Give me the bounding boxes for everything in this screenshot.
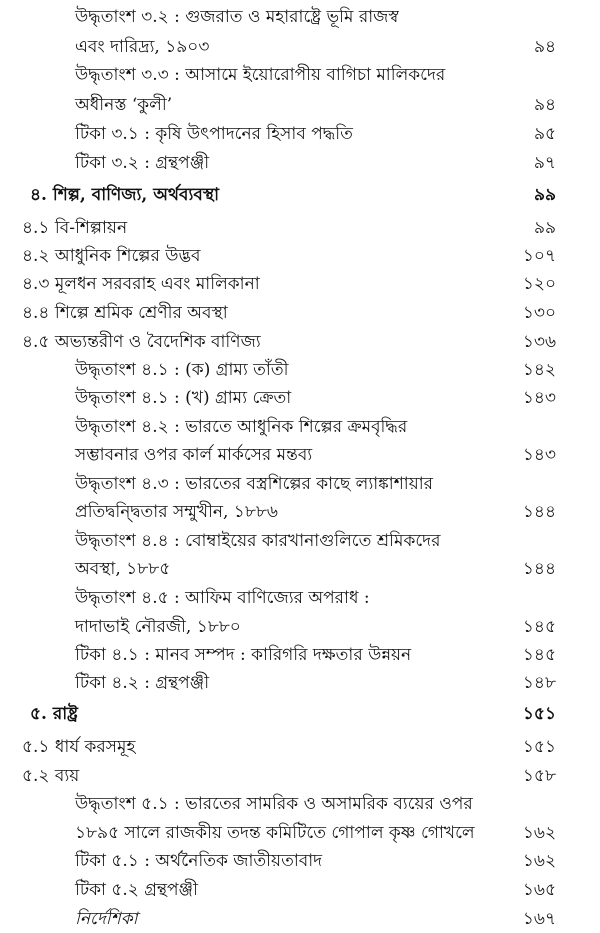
toc-entry-page: ১৬২ [522,823,556,843]
toc-entry-page: ১৫১ [522,704,556,724]
toc-entry-title: ৪.২ আধুনিক শিল্পের উদ্ভব [22,246,201,266]
toc-entry-page: ১৪৮ [522,673,556,693]
toc-entry-page: ৯৫ [533,124,556,144]
toc-entry [0,149,600,177]
toc-entry-page: ১৬৭ [522,909,556,929]
toc-entry [0,527,600,555]
toc-entry [0,270,600,298]
toc-entry [0,299,600,327]
toc-entry [0,413,600,441]
toc-entry-page: ৯৯ [533,218,556,238]
toc-entry-title: ৫.২ ব্যয় [22,766,80,786]
toc-entry-page: ১৪৫ [522,645,556,665]
toc-entry-page: ১৬৫ [522,880,556,900]
toc-entry-title: ৫. রাষ্ট্র [30,704,78,724]
toc-entry-page: ১৫৮ [522,766,556,786]
toc-entry [0,584,600,612]
toc-entry [0,669,600,697]
toc-entry [0,470,600,498]
toc-entry [0,876,600,904]
toc-entry [0,555,600,583]
toc-entry-title: টিকা ৩.২ : গ্রন্থপঞ্জী [75,153,210,173]
toc-entry [0,356,600,384]
toc-entry-title: দাদাভাই নৌরজী, ১৮৮০ [75,617,241,637]
toc-entry-title: ৫.১ ধার্য করসমূহ [22,737,136,757]
toc-entry [0,819,600,847]
toc-entry-page: ৯৪ [533,37,556,57]
toc-entry-page: ১৪৫ [522,617,556,637]
toc-entry-page: ১৩৬ [522,332,556,352]
toc-entry-title: ৪.৪ শিল্পে শ্রমিক শ্রেণীর অবস্থা [22,303,228,323]
toc-entry-title: ৪.৫ অভ্যন্তরীণ ও বৈদেশিক বাণিজ্য [22,332,261,352]
toc-entry-title: ৪. শিল্প, বাণিজ্য, অর্থব্যবস্থা [30,185,220,205]
toc-entry-title: উদ্ধৃতাংশ ৩.৩ : আসামে ইয়োরোপীয় বাগিচা মালিকদের [75,65,446,85]
toc-entry [0,384,600,412]
toc-entry-title: উদ্ধৃতাংশ ৪.১ : (খ) গ্রাম্য ক্রেতা [75,388,292,408]
toc-entry-title: এবং দারিদ্র্য, ১৯০৩ [75,37,210,57]
toc-entry-title: ৪.১ বি-শিল্পায়ন [22,218,128,238]
toc-entry-title: উদ্ধৃতাংশ ৪.২ : ভারতে আধুনিক শিল্পের ক্রমবৃদ্ধির [75,417,408,437]
toc-entry-page: ৯৭ [533,153,556,173]
toc-entry-title: টিকা ৩.১ : কৃষি উৎপাদনের হিসাব পদ্ধতি [75,124,353,144]
toc-entry-title: উদ্ধৃতাংশ ৫.১ : ভারতের সামরিক ও অসামরিক ব্যয়ের ওপর [75,794,473,814]
toc-entry-page: ৯৪ [533,95,556,115]
toc-entry [0,61,600,89]
toc-entry-title: টিকা ৫.২ গ্রন্থপঞ্জী [75,880,198,900]
toc-entry [0,613,600,641]
toc-entry-title: উদ্ধৃতাংশ ৪.৩ : ভারতের বস্ত্রশিল্পের কাছে ল্যাঙ্কাশায়ার [75,474,434,494]
toc-entry-title: নির্দেশিকা [75,909,138,929]
toc-entry-title: ১৮৯৫ সালে রাজকীয় তদন্ত কমিটিতে গোপাল কৃষ্ণ গোখলে [75,823,475,843]
toc-entry [0,762,600,790]
toc-entry-page: ১৪২ [522,360,556,380]
toc-entry [0,91,600,119]
toc-entry-page: ১৬২ [522,851,556,871]
toc-entry-title: প্রতিদ্বন্দ্বিতার সম্মুখীন, ১৮৮৬ [75,502,278,522]
toc-entry [0,790,600,818]
toc-entry [0,641,600,669]
toc-entry [0,498,600,526]
toc-entry-title: উদ্ধৃতাংশ ৪.১ : (ক) গ্রাম্য তাঁতী [75,360,289,380]
toc-entry-page: ৯৯ [533,185,556,205]
toc-entry-title: ৪.৩ মূলধন সরবরাহ এবং মালিকানা [22,274,260,294]
toc-entry-page: ১৪৩ [522,388,556,408]
toc-entry-page: ১২০ [522,274,556,294]
toc-entry-title: উদ্ধৃতাংশ ৪.৪ : বোম্বাইয়ের কারখানাগুলিতে শ্রমিকদের [75,531,441,551]
toc-entry-page: ১৪৩ [522,445,556,465]
toc-entry-page: ১০৭ [522,246,556,266]
toc-entry [0,328,600,356]
toc-entry [0,441,600,469]
toc-entry-title: টিকা ৪.১ : মানব সম্পদ : কারিগরি দক্ষতার উন্নয়ন [75,645,412,665]
toc-entry-title: টিকা ৪.২ : গ্রন্থপঞ্জী [75,673,210,693]
toc-entry [0,847,600,875]
toc-entry [0,700,600,728]
toc-entry [0,3,600,31]
toc-entry [0,733,600,761]
toc-entry [0,242,600,270]
toc-entry-title: অধীনস্ত ‘কুলী’ [75,95,173,115]
toc-entry-title: উদ্ধৃতাংশ ৩.২ : গুজরাত ও মহারাষ্ট্রে ভূমি রাজস্ব [75,7,399,27]
toc-entry [0,905,600,933]
toc-entry-page: ১৩০ [522,303,556,323]
toc-entry-page: ১৪৪ [522,559,556,579]
toc-entry [0,33,600,61]
toc-entry-page: ১৫১ [522,737,556,757]
toc-entry-title: উদ্ধৃতাংশ ৪.৫ : আফিম বাণিজ্যের অপরাধ : [75,588,370,608]
toc-entry [0,120,600,148]
toc-entry-page: ১৪৪ [522,502,556,522]
toc-entry [0,214,600,242]
toc-entry-title: সম্ভাবনার ওপর কার্ল মার্কসের মন্তব্য [75,445,313,465]
toc-entry [0,181,600,209]
toc-entry-title: অবস্থা, ১৮৮৫ [75,559,171,579]
toc-entry-title: টিকা ৫.১ : অর্থনৈতিক জাতীয়তাবাদ [75,851,323,871]
